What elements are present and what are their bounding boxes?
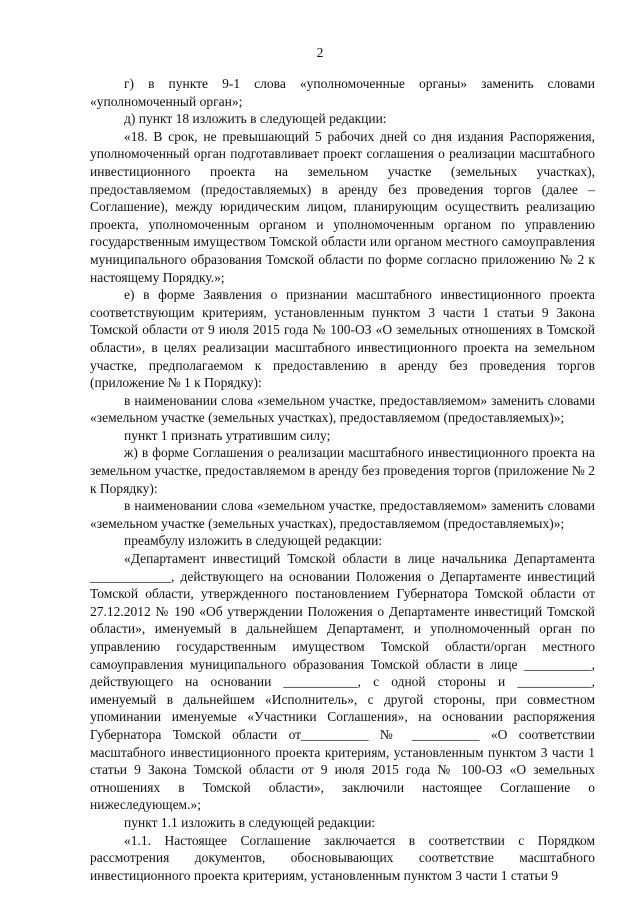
paragraph-g: г) в пункте 9-1 слова «уполномоченные органы» заменить словами «уполномоченный орган»; xyxy=(90,76,595,109)
page-number: 2 xyxy=(316,45,324,60)
paragraph-e: е) в форме Заявления о признании масштабного инвестиционного проекта соответствующим критериям, установленным пунктом 3 части 1 статьи 9 Закона Томской области от 9 июля 2015 года № 100-ОЗ «О земельных отношениях в Томской области», в целях реализации масштабного инвестиционного проекта на земельном участке, предполагаемом к предоставлению в аренду без проведения торгов (приложение № 1 к Порядку): xyxy=(90,287,595,391)
paragraph-zh: ж) в форме Соглашения о реализации масштабного инвестиционного проекта на земельном участке, предоставляемом в аренду без проведения торгов (приложение № 2 к Порядку): xyxy=(90,445,595,496)
paragraph-preamble-intro: преамбулу изложить в следующей редакции: xyxy=(124,533,383,549)
paragraph-1-1-intro: пункт 1.1 изложить в следующей редакции: xyxy=(124,814,376,830)
paragraph-d: д) пункт 18 изложить в следующей редакции: xyxy=(124,111,387,127)
paragraph-1-1-text: «1.1. Настоящее Соглашение заключается в соответствии с Порядком рассмотрения документов, обосновывающих соответствие масштабного инвестиционного проекта критериям, установленным пунктом 3 части 1 статьи 9 xyxy=(90,832,595,883)
paragraph-zh-title-change: в наименовании слова «земельном участке, предоставляемом» заменить словами «земельном участке (земельных участках), предоставляемом (предоставляемых)»; xyxy=(90,498,595,531)
paragraph-18-text: «18. В срок, не превышающий 5 рабочих дней со дня издания Распоряжения, уполномоченный орган подготавливает проект соглашения о реализации масштабного инвестиционного проекта на земельном участке (земельных участках), предоставляемом (предоставляемых) в аренду без проведения торгов (далее – Соглашение), между юридическим лицом, планирующим осуществить реализацию проекта, уполномоченным органом и уполномоченным органом по управлению государственным имуществом Томской области или органом местного самоуправления муниципального образования Томской области по форме согласно приложению № 2 к настоящему Порядку.»; xyxy=(90,128,595,285)
paragraph-e-item-1: пункт 1 признать утратившим силу; xyxy=(124,427,331,443)
paragraph-e-title-change: в наименовании слова «земельном участке, предоставляемом» заменить словами «земельном участке (земельных участках), предоставляемом (предоставляемых)»; xyxy=(90,392,595,426)
document-body xyxy=(90,75,595,884)
paragraph-preamble-text: «Департамент инвестиций Томской области в лице начальника Департамента ____________, действующего на основании Положения о Департаменте инвестиций Томской области, утвержденного постановлением Губернатора Томской области от 27.12.2012 № 190 «Об утверждении Положения о Департаменте инвестиций Томской области», именуемый в дальнейшем Департамент, и уполномоченный орган по управлению государственным имуществом Томской области/орган местного самоуправления муниципального образования Томской области в лице __________, действующего на основании ___________, с одной стороны и ___________, именуемый в дальнейшем «Исполнитель», с другой стороны, при совместном упоминании именуемые «Участники Соглашения», на основании распоряжения Губернатора Томской области от__________ № __________ «О соответствии масштабного инвестиционного проекта критериям, установленным пунктом 3 части 1 статьи 9 Закона Томской области от 9 июля 2015 года № 100-ОЗ «О земельных отношениях в Томской области», заключили настоящее Соглашение о нижеследующем.»; xyxy=(90,551,595,813)
